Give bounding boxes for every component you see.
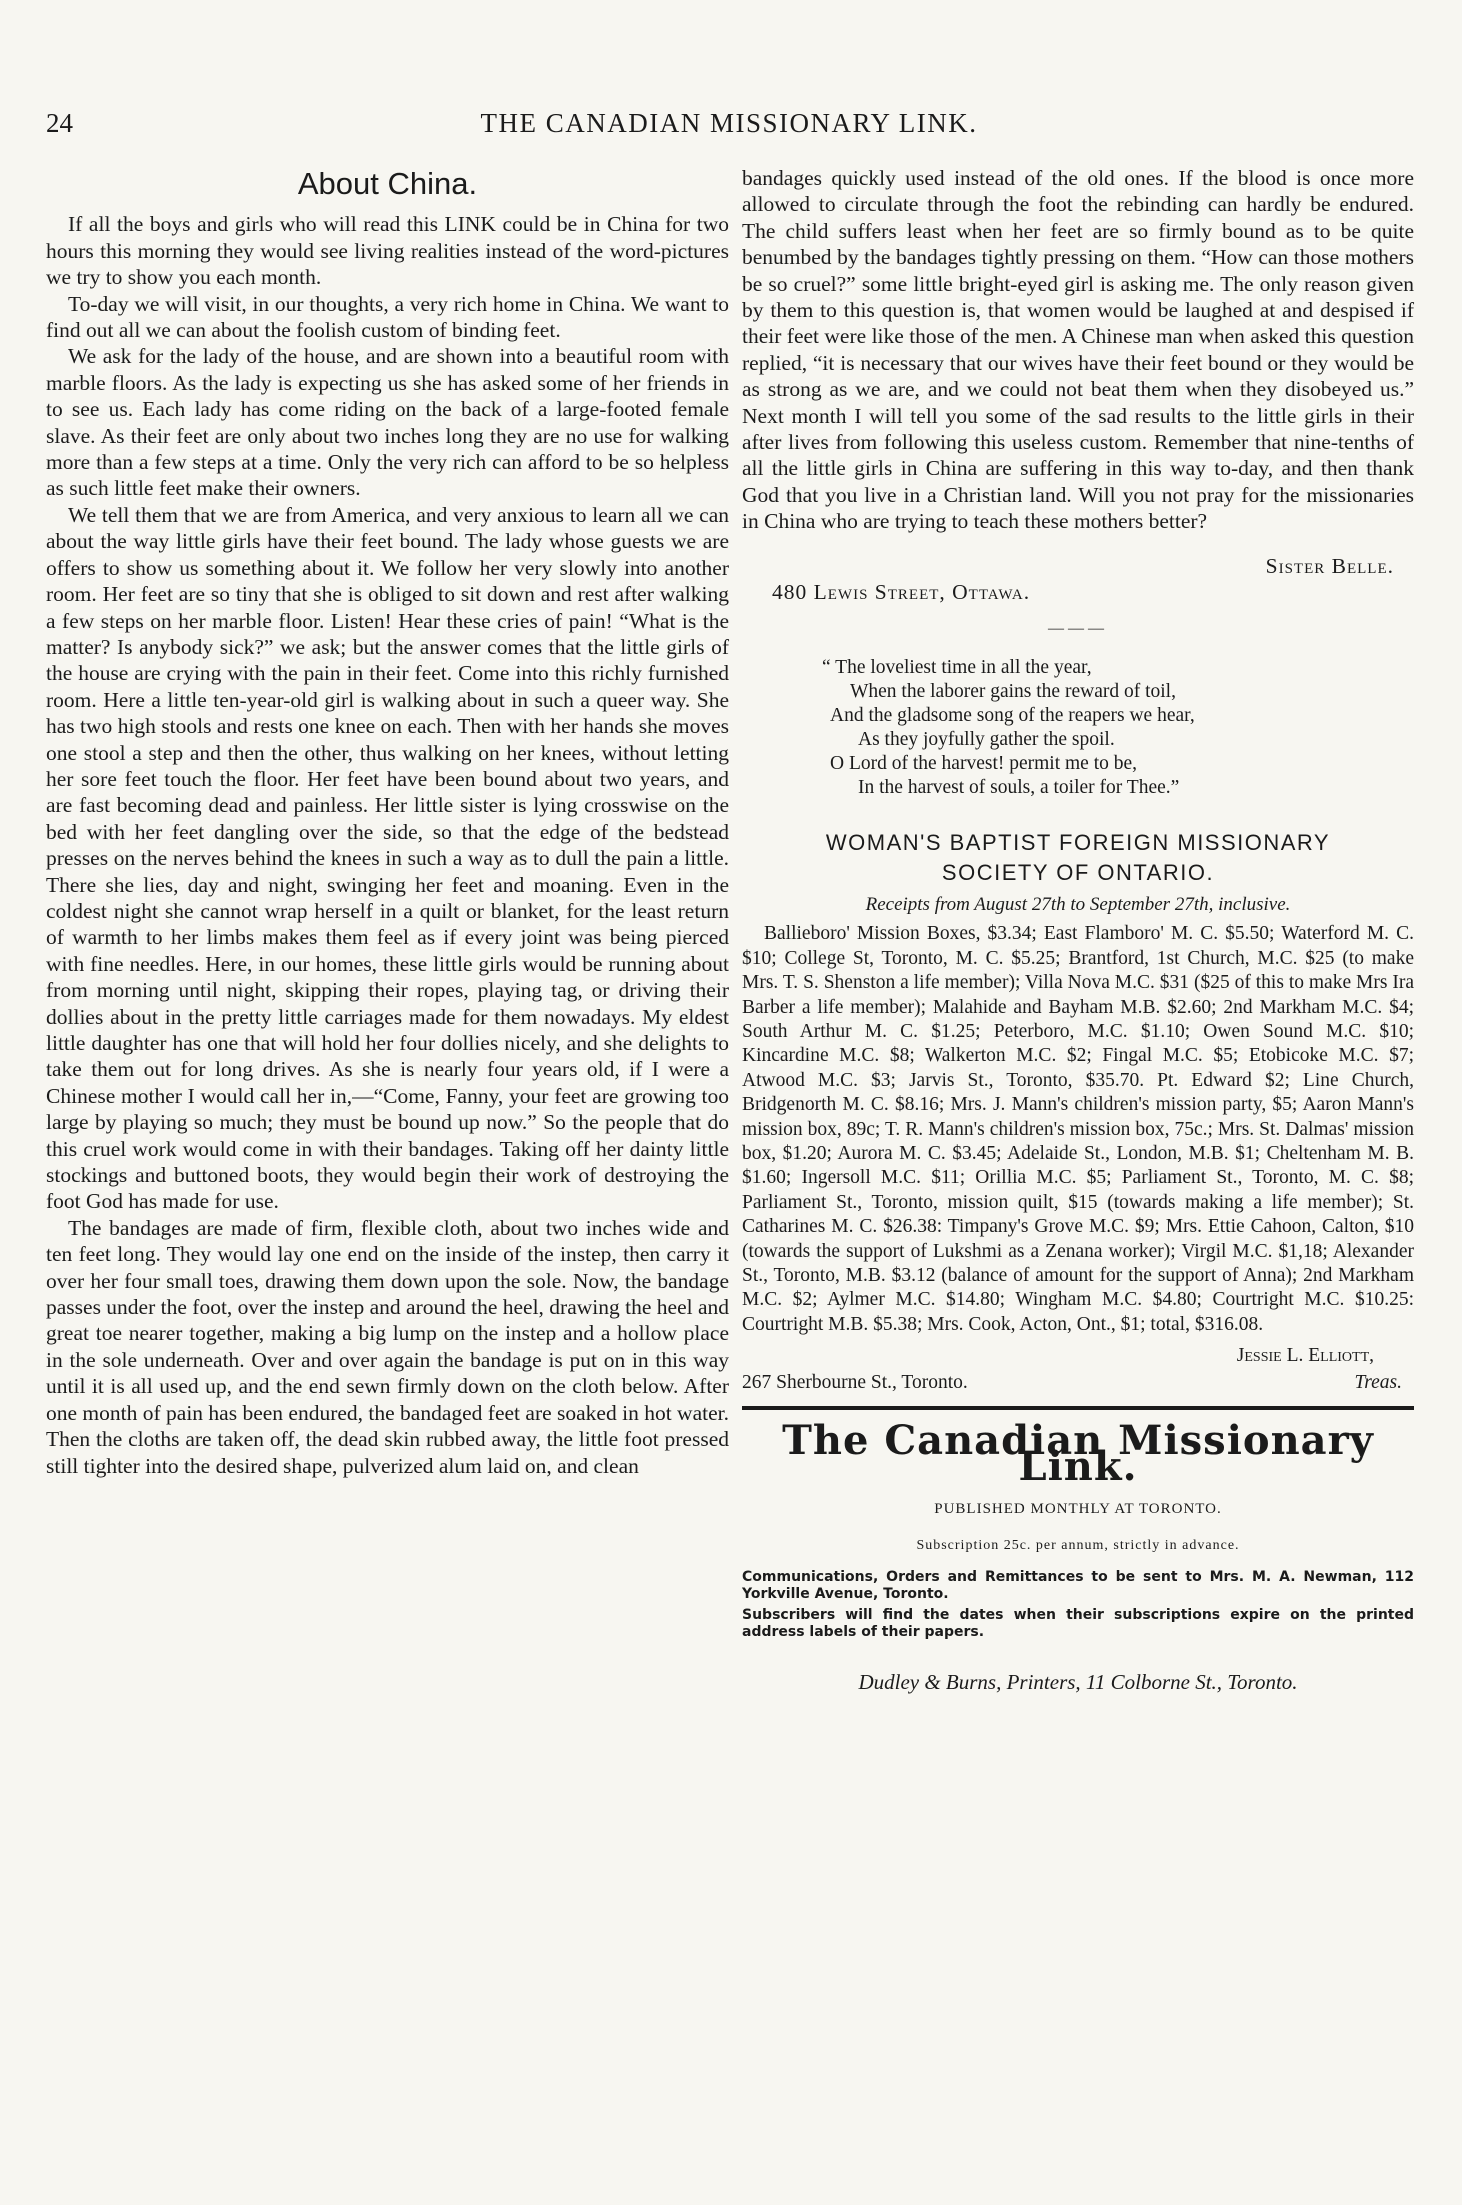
poem [742,656,1414,800]
treasurer-role: Treas. [1354,1371,1402,1393]
article-paragraph: We ask for the lady of the house, and are shown into a beautiful room with marble floors. As the lady is expecting us she has asked some of her friends in to see us. Each lady has come riding on the back of a large-footed female slave. As their feet are only about two inches long they are no use for walking more than a few steps at a time. Only the very rich can afford to be so helpless as such little feet make their owners. [46,344,729,501]
treasurer-name: Jessie L. Elliott, [1236,1345,1374,1367]
poem-line: When the laborer gains the reward of toil, [850,680,1176,702]
masthead-rule [742,1406,1414,1410]
printers-line: Dudley & Burns, Printers, 11 Colborne St., Toronto. [858,1670,1298,1695]
page-number: 24 [46,108,73,138]
poem-line: “ The loveliest time in all the year, [822,656,1092,678]
article-paragraph: If all the boys and girls who will read this LINK could be in China for two hours this morning they would see living realities instead of the word-pictures we try to show you each month. [46,212,729,290]
poem-line: In the harvest of souls, a toiler for Thee.” [858,776,1180,798]
article-signature: Sister Belle. [1265,553,1394,578]
subscription-line: Subscription 25c. per annum, strictly in advance. [916,1537,1240,1553]
receipts-list: Ballieboro' Mission Boxes, $3.34; East Flamboro' M. C. $5.50; Waterford M. C. $10; College St, Toronto, M. C. $5.25; Brantford, 1st Church, M.C. $25 (to make Mrs. T. S. Shenston a life member); Villa Nova M.C. $31 ($25 of this to make Mrs Ira Barber a life member); Malahide and Bayham M.B. $2.60; 2nd Markham M.C. $4; South Arthur M. C. $1.25; Peterboro, M.C. $1.10; Owen Sound M.C. $10; Kincardine M.C. $8; Walkerton M.C. $2; Fingal M.C. $5; Etobicoke M.C. $7; Atwood M.C. $3; Jarvis St., Toronto, $35.70. Pt. Edward $2; Line Church, Bridgenorth M. C. $8.16; Mrs. J. Mann's children's mission party, $5; Aaron Mann's mission box, 89c; T. R. Mann's children's mission box, 75c.; Mrs. St. Dalmas' mission box, $1.20; Aurora M. C. $3.45; Adelaide St., London, M.B. $1; Cheltenham M. B. $1.60; Ingersoll M.C. $11; Orillia M.C. $5; Parliament St., Toronto, M. C. $8; Parliament St., Toronto, mission quilt, $15 (towards making a life member); St. Catharines M. C. $26.38: Timpany's Grove M.C. $9; Mrs. Ettie Cahoon, Calton, $10 (towards the support of Lukshmi as a Zenana worker); Virgil M.C. $1,18; Alexander St., Toronto, M.B. $3.12 (balance of amount for the support of Anna); 2nd Markham M.C. $2; Aylmer M.C. $14.80; Wingham M.C. $4.80; Courtright M.C. $10.25: Courtright M.B. $5.38; Mrs. Cook, Acton, Ont., $1; total, $316.08. [742,923,1414,1335]
section-divider: ——— [1048,619,1108,637]
society-title-line2: SOCIETY OF ONTARIO. [941,859,1215,885]
treasurer-address: 267 Sherbourne St., Toronto. [742,1371,968,1393]
poem-line: As they joyfully gather the spoil. [858,728,1115,750]
subscribers-notice: Subscribers will find the dates when their subscriptions expire on the printed address labels of their papers. [742,1607,1414,1641]
society-title-line1: WOMAN'S BAPTIST FOREIGN MISSIONARY [825,829,1331,855]
article-address: 480 Lewis Street, Ottawa. [772,580,1031,605]
poem-line: O Lord of the harvest! permit me to be, [830,752,1138,774]
published-line: PUBLISHED MONTHLY AT TORONTO. [934,1501,1222,1518]
article-paragraph: To-day we will visit, in our thoughts, a very rich home in China. We want to find out all we can about the foolish custom of binding feet. [46,291,729,343]
treasurer-line [742,1370,1414,1396]
masthead-title: The Canadian Missionary Link. [782,1416,1374,1491]
communications-notice: Communications, Orders and Remittances to be sent to Mrs. M. A. Newman, 112 Yorkville Avenue, Toronto. [742,1569,1414,1603]
article-paragraph: The bandages are made of firm, flexible cloth, about two inches wide and ten feet long. They would lay one end on the inside of the instep, then carry it over her four small toes, drawing them down upon the sole. Now, the bandage passes under the foot, over the instep and around the heel, drawing the heel and great toe nearer together, making a big lump on the instep and a hollow place in the sole underneath. Over and over again the bandage is put on in this way until it is all used up, and the end sewn firmly down on the cloth below. After one month of pain has been endured, the bandaged feet are soaked in hot water. Then the cloths are taken off, the dead skin rubbed away, the little foot pressed still tighter into the desired shape, pulverized alum laid on, and clean [46,1215,730,1478]
page-header [46,108,1412,148]
article-title: About China. [297,166,478,201]
receipts-subtitle: Receipts from August 27th to September 27th, inclusive. [865,893,1291,915]
left-column [46,165,729,1479]
article-paragraph: We tell them that we are from America, and very anxious to learn all we can about the way little girls have their feet bound. The lady whose guests we are offers to show us something about it. We follow her very slowly into another room. Her feet are so tiny that she is obliged to sit down and rest after walking a few steps on her marble floor. Listen! Hear these cries of pain! “What is the matter? Is anybody sick?” we ask; but the answer comes that the little girls of the house are crying with the pain in their feet. Come into this richly furnished room. Here a little ten-year-old girl is walking about in such a queer way. She has two high stools and rests one knee on each. Then with her hands she moves one stool a step and then the other, thus walking on her knees, without letting her sore feet touch the floor. Her feet have been bound about two years, and are fast becoming dead and painless. Her little sister is lying crosswise on the bed with her feet dangling over the side, so that the edge of the bedstead presses on the nerves behind the knees in such a way as to dull the pain a little. There she lies, day and night, swinging her feet and moaning. Even in the coldest night she cannot wrap herself in a quilt or blanket, for the least return of warmth to her limbs makes them feel as if every joint was being pierced with fine needles. Here, in our homes, these little girls would be running about from morning until night, skipping their ropes, playing tag, or driving their dollies about in the pretty little carriages made for them nowadays. My eldest little daughter has one that will hold her four dollies nicely, and she delights to take them out for long drives. As she is nearly four years old, if I were a Chinese mother I would call her in,—“Come, Fanny, your feet are growing too large by playing so much; they must be bound up now.” So the people that do this cruel work would come in with their bandages. Taking off her dainty little stockings and buttoned boots, they would begin their work of destroying the foot God has made for use. [46,502,729,1214]
article-continuation: bandages quickly used instead of the old ones. If the blood is once more allowed to circulate through the foot the rebinding can hardly be endured. The child suffers least when her feet are so firmly bound as to be quite benumbed by the bandages tightly pressing on them. “How can those mothers be so cruel?” some little bright-eyed girl is asking me. The only reason given by them to this question is, that women would be laughed at and despised if their feet were like those of the men. A Chinese man when asked this question replied, “it is necessary that our wives have their feet bound or they would be as strong as we are, and we could not beat them when they disobeyed us.” Next month I will tell you some of the sad results to the little girls in their after lives from following this useless custom. Remember that nine-tenths of all the little girls in China are suffering in this way to-day, and then thank God that you live in a Christian land. Will you not pray for the missionaries in China who are trying to teach these mothers better? [742,166,1414,534]
running-title: THE CANADIAN MISSIONARY LINK. [480,108,978,138]
poem-line: And the gladsome song of the reapers we hear, [830,704,1195,726]
right-column [742,165,1414,1696]
